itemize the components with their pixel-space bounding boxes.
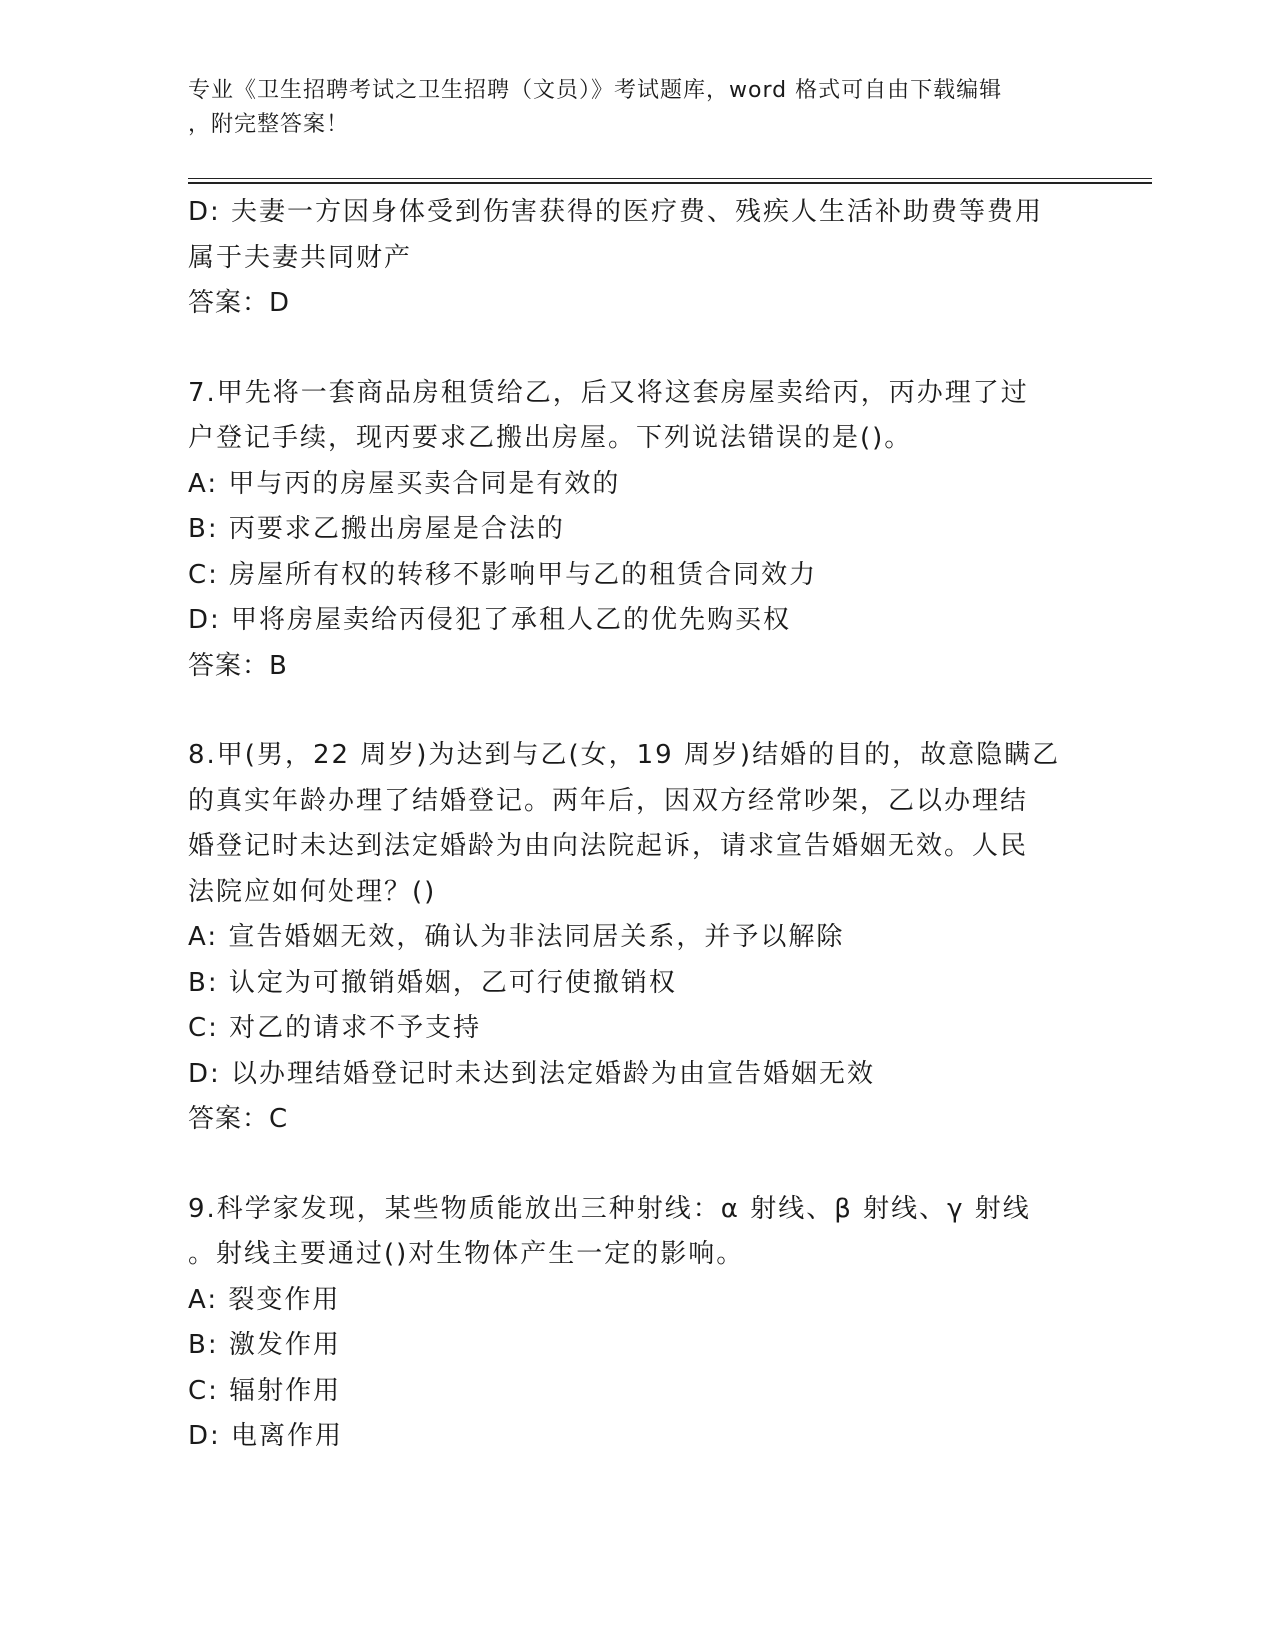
option-d: D: 电离作用 [188,1421,344,1451]
option-d: D: 以办理结婚登记时未达到法定婚龄为由宣告婚姻无效 [188,1058,876,1089]
question-stem-line1: 9.科学家发现，某些物质能放出三种射线：α 射线、β 射线、γ 射线 [188,1193,1031,1224]
option-a: A: 裂变作用 [188,1284,341,1315]
question-stem-line2: 的真实年龄办理了结婚登记。两年后，因双方经常吵架，乙以办理结 [188,785,1029,816]
question-8 [188,733,1088,1143]
option-a: A: 甲与丙的房屋买卖合同是有效的 [188,468,621,499]
question-spacer [188,1143,1088,1187]
question-7 [188,371,1088,690]
header-rule-thin [188,178,1152,179]
header-rule-thick [188,182,1152,184]
answer-label: 答案：B [188,650,288,681]
header-title-line1: 专业《卫生招聘考试之卫生招聘（文员）》考试题库，word 格式可自由下载编辑 [188,78,1003,103]
page-header [188,74,1088,142]
option-c: C: 房屋所有权的转移不影响甲与乙的租赁合同效力 [188,559,818,590]
option-d: D: 甲将房屋卖给丙侵犯了承租人乙的优先购买权 [188,605,792,635]
option-b: B: 认定为可撤销婚姻，乙可行使撤销权 [188,967,677,998]
answer-label: 答案：C [188,1104,289,1134]
question-stem-line1: 7.甲先将一套商品房租赁给乙，后又将这套房屋卖给丙，丙办理了过 [188,377,1029,408]
option-c: C: 对乙的请求不予支持 [188,1013,482,1043]
previous-question-tail [188,190,1088,327]
question-stem-line2: 。射线主要通过()对生物体产生一定的影响。 [188,1239,745,1269]
question-stem-line2: 户登记手续，现丙要求乙搬出房屋。下列说法错误的是()。 [188,423,913,453]
option-d-line2: 属于夫妻共同财产 [188,242,413,273]
option-c: C: 辐射作用 [188,1375,342,1406]
question-stem-line3: 婚登记时未达到法定婚龄为由向法院起诉，请求宣告婚姻无效。人民 [188,831,1029,861]
option-b: B: 丙要求乙搬出房屋是合法的 [188,514,565,544]
question-stem-line4: 法院应如何处理？() [188,876,437,907]
question-9 [188,1187,1088,1460]
header-title-line2: ，附完整答案！ [188,112,350,137]
option-d-line1: D: 夫妻一方因身体受到伤害获得的医疗费、残疾人生活补助费等费用 [188,197,1044,227]
option-a: A: 宣告婚姻无效，确认为非法同居关系，并予以解除 [188,922,845,952]
question-stem-line1: 8.甲(男，22 周岁)为达到与乙(女，19 周岁)结婚的目的，故意隐瞒乙 [188,740,1061,770]
question-list [188,190,1088,1460]
answer-label: 答案：D [188,288,291,318]
question-spacer [188,689,1088,733]
option-b: B: 激发作用 [188,1330,341,1360]
question-spacer [188,327,1088,371]
